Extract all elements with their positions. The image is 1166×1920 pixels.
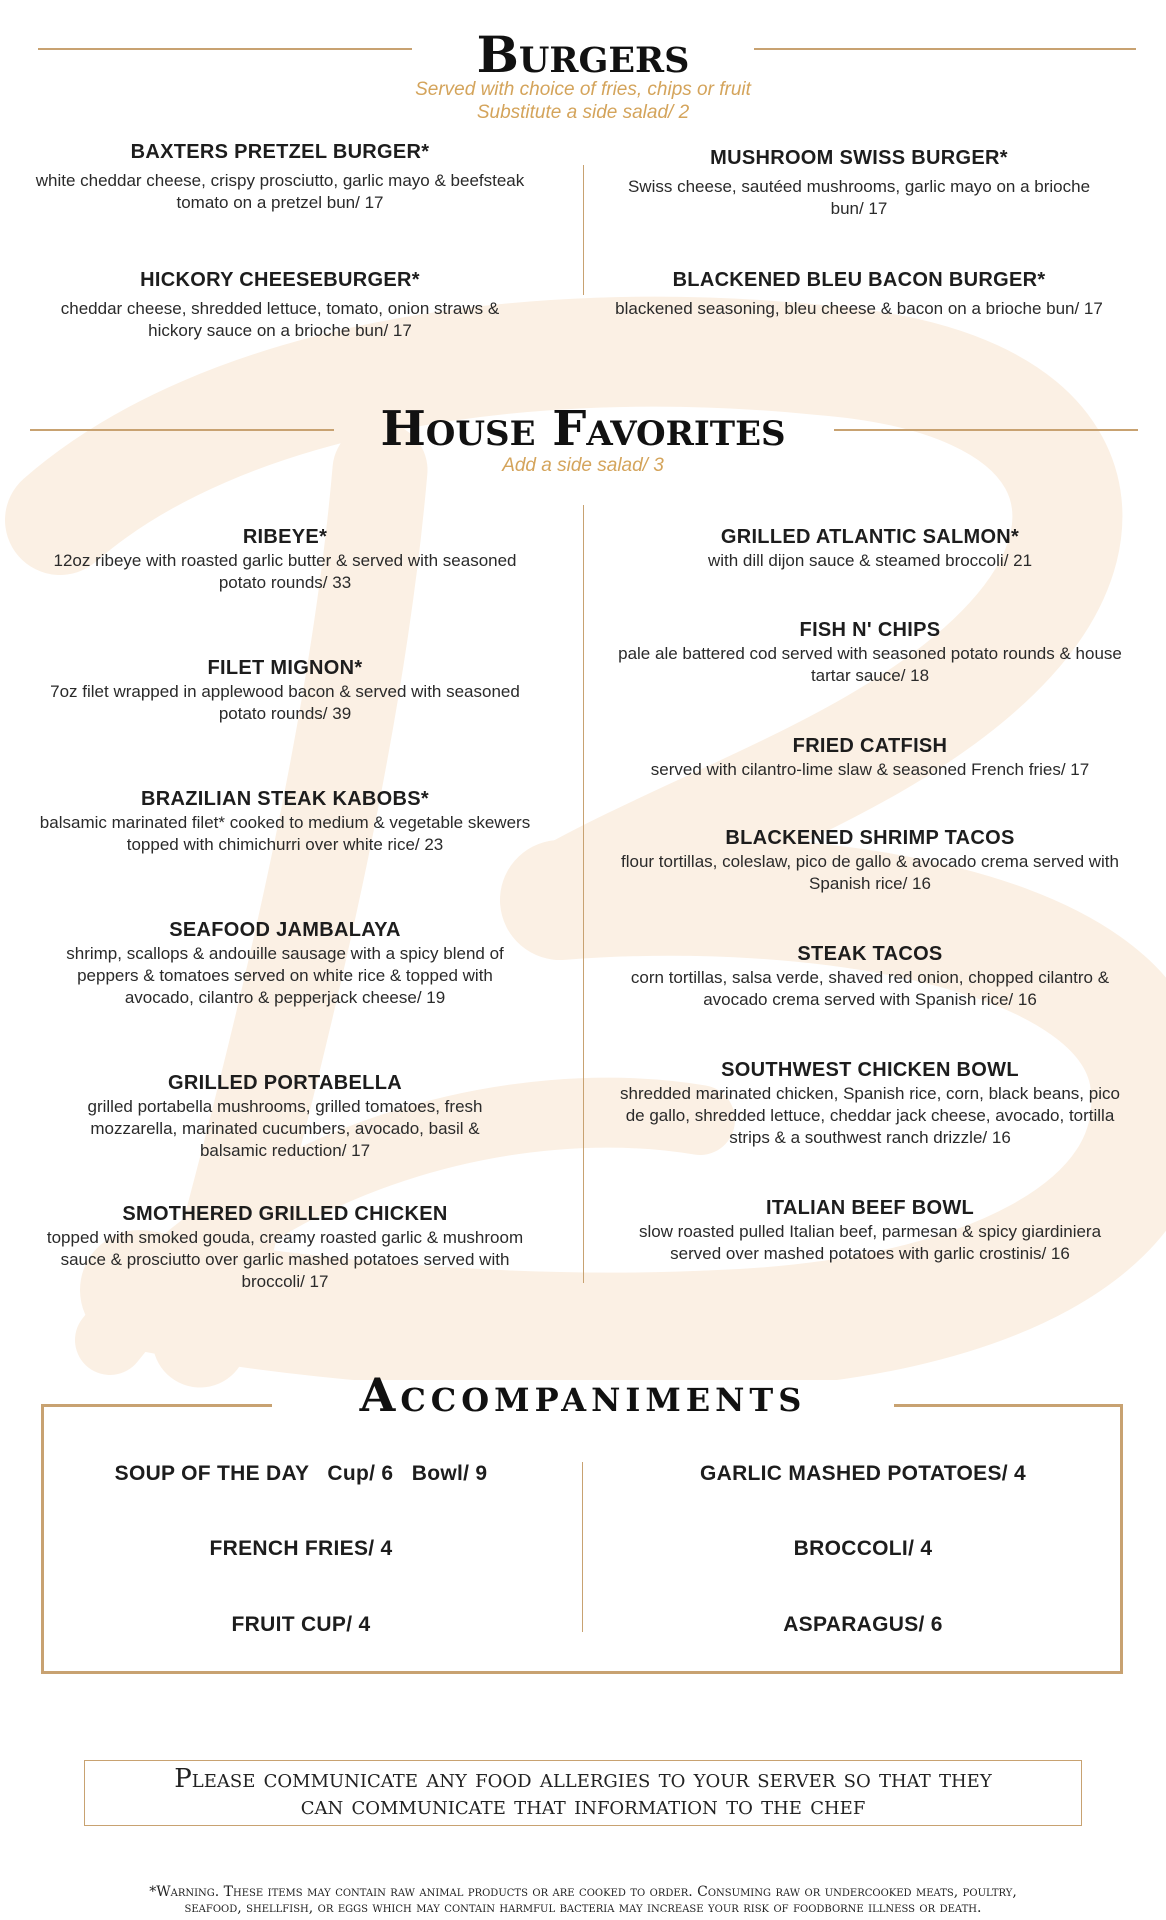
item-name: BAXTERS PRETZEL BURGER* (130, 141, 430, 163)
burgers-note-sides: Served with choice of fries, chips or fruit (415, 79, 751, 100)
item-name: SEAFOOD JAMBALAYA (169, 919, 401, 941)
item-description: 12oz ribeye with roasted garlic butter & served with seasoned potato rounds/ 33 (53, 551, 517, 592)
item-description: 7oz filet wrapped in applewood bacon & served with seasoned potato rounds/ 39 (50, 682, 520, 723)
menu-item (55, 1071, 515, 1162)
item-name: BLACKENED SHRIMP TACOS (725, 827, 1015, 849)
item-description: flour tortillas, coleslaw, pico de gallo & avocado crema served with Spanish rice/ 16 (621, 852, 1119, 893)
item-name: SMOTHERED GRILLED CHICKEN (122, 1203, 448, 1225)
accompaniment-item: ASPARAGUS/ 6 (783, 1613, 943, 1636)
menu-item (40, 656, 530, 725)
menu-item (614, 826, 1126, 895)
house-note-salad: Add a side salad/ 3 (502, 455, 664, 476)
warning-line: *Warning. These items may contain raw animal products or are cooked to order. Consuming raw or undercooked meats, poultry, (149, 1884, 1017, 1900)
menu-item (45, 918, 525, 1009)
item-description: grilled portabella mushrooms, grilled tomatoes, fresh mozzarella, marinated cucumbers, avocado, basil & balsamic reduction/ 17 (87, 1097, 483, 1160)
accompaniment-item: SOUP OF THE DAY Cup/ 6 Bowl/ 9 (114, 1462, 488, 1485)
menu-item (30, 787, 540, 856)
item-description: blackened seasoning, bleu cheese & bacon on a brioche bun/ 17 (615, 299, 1103, 318)
item-name: STEAK TACOS (797, 943, 943, 965)
accompaniment-item: FRENCH FRIES/ 4 (209, 1537, 393, 1560)
allergy-notice-line: can communicate that information to the chef (300, 1791, 866, 1821)
item-description: served with cilantro-lime slaw & seasoned French fries/ 17 (650, 760, 1090, 779)
menu-item (614, 146, 1104, 220)
item-name: GRILLED PORTABELLA (168, 1072, 402, 1094)
accompaniment-item: FRUIT CUP/ 4 (231, 1613, 371, 1636)
menu-item (40, 525, 530, 594)
item-name: FILET MIGNON* (207, 657, 363, 679)
item-description: Swiss cheese, sautéed mushrooms, garlic mayo on a brioche bun/ 17 (627, 177, 1091, 218)
accompaniment-item: GARLIC MASHED POTATOES/ 4 (699, 1462, 1027, 1485)
menu-item (614, 1196, 1126, 1265)
house-favorites-title: House Favorites (380, 401, 786, 457)
burgers-note-salad: Substitute a side salad/ 2 (476, 102, 690, 123)
menu-item (614, 268, 1104, 320)
allergy-notice (84, 1760, 1082, 1826)
menu-item (614, 618, 1126, 687)
item-name: BRAZILIAN STEAK KABOBS* (140, 788, 429, 810)
accompaniment-item: BROCCOLI/ 4 (793, 1537, 933, 1560)
burgers-title: Burgers (476, 25, 690, 84)
menu-item (614, 734, 1126, 781)
menu-item (50, 268, 510, 342)
allergy-notice-line: Please communicate any food allergies to your server so that they (174, 1764, 992, 1794)
warning-line: seafood, shellfish, or eggs which may contain harmful bacteria may increase your risk of foodborne illness or death. (184, 1900, 982, 1916)
item-name: HICKORY CHEESEBURGER* (140, 269, 420, 291)
item-name: ITALIAN BEEF BOWL (765, 1197, 975, 1219)
item-name: FISH N' CHIPS (799, 619, 941, 641)
item-description: balsamic marinated filet* cooked to medium & vegetable skewers topped with chimichurri over white rice/ 23 (39, 813, 531, 854)
item-description: with dill dijon sauce & steamed broccoli/ 21 (707, 551, 1033, 570)
item-name: BLACKENED BLEU BACON BURGER* (672, 269, 1046, 291)
item-name: MUSHROOM SWISS BURGER* (710, 147, 1008, 169)
raw-food-warning (20, 1884, 1146, 1916)
accompaniments-divider (582, 1462, 583, 1632)
menu-item (30, 140, 530, 214)
item-name: RIBEYE* (242, 526, 328, 548)
item-name: GRILLED ATLANTIC SALMON* (720, 526, 1020, 548)
item-name: FRIED CATFISH (792, 735, 948, 757)
item-description: slow roasted pulled Italian beef, parmesan & spicy giardiniera served over mashed potatoes with garlic crostinis/ 16 (638, 1222, 1102, 1263)
house-divider (583, 505, 584, 1283)
item-description: cheddar cheese, shredded lettuce, tomato, onion straws & hickory sauce on a brioche bun/ 17 (60, 299, 500, 340)
item-description: white cheddar cheese, crispy prosciutto, garlic mayo & beefsteak tomato on a pretzel bun/ 17 (35, 171, 525, 212)
item-description: corn tortillas, salsa verde, shaved red onion, chopped cilantro & avocado crema served with Spanish rice/ 16 (630, 968, 1110, 1009)
menu-item (614, 525, 1126, 572)
item-description: shredded marinated chicken, Spanish rice, corn, black beans, pico de gallo, shredded lettuce, cheddar jack cheese, avocado, tortilla strips & a southwest ranch drizzle/ 16 (620, 1084, 1120, 1147)
menu-item (30, 1202, 540, 1293)
menu-item (614, 942, 1126, 1011)
menu-item (614, 1058, 1126, 1149)
accompaniments-title: Accompaniments (359, 1368, 807, 1422)
item-description: shrimp, scallops & andouille sausage with a spicy blend of peppers & tomatoes served on white rice & topped with avocado, cilantro & pepperjack cheese/ 19 (66, 944, 504, 1007)
burgers-divider (583, 165, 584, 295)
item-description: pale ale battered cod served with seasoned potato rounds & house tartar sauce/ 18 (618, 644, 1122, 685)
item-name: SOUTHWEST CHICKEN BOWL (721, 1059, 1019, 1081)
item-description: topped with smoked gouda, creamy roasted garlic & mushroom sauce & prosciutto over garlic mashed potatoes served with broccoli/ 17 (46, 1228, 524, 1291)
